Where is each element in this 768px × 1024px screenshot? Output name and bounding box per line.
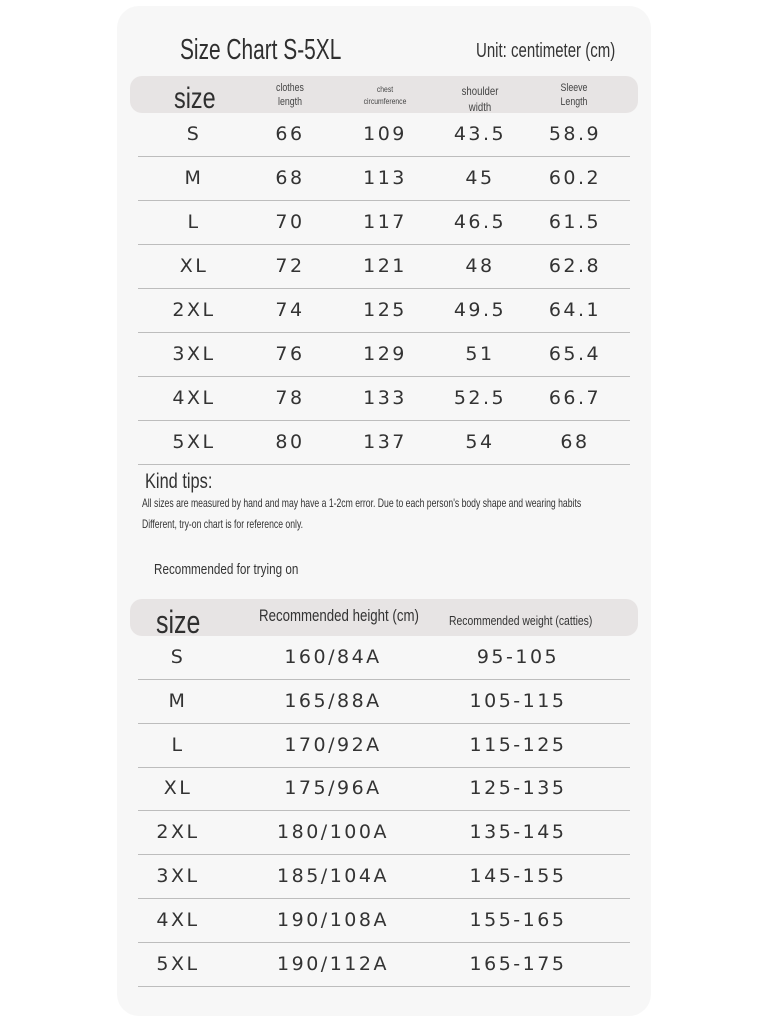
table-row bbox=[138, 854, 630, 899]
size-cell: 5XL bbox=[156, 952, 200, 975]
chest-cell: 121 bbox=[363, 255, 407, 277]
shoulder-cell: 49.5 bbox=[453, 299, 507, 321]
length-cell: 70 bbox=[275, 211, 305, 233]
size-cell: XL bbox=[179, 255, 209, 277]
size-cell: 2XL bbox=[172, 299, 216, 321]
table-row bbox=[138, 112, 630, 157]
length-cell: 78 bbox=[275, 387, 305, 409]
header-shoulder-width: shoulder width bbox=[461, 84, 499, 114]
size-cell: 4XL bbox=[172, 387, 216, 409]
size-cell: 3XL bbox=[156, 865, 200, 887]
table-row bbox=[138, 200, 630, 245]
size-cell: S bbox=[170, 646, 186, 668]
height-cell: 160/84A bbox=[284, 646, 382, 668]
weight-cell: 105-115 bbox=[469, 689, 567, 712]
table-row bbox=[138, 156, 630, 201]
length-cell: 72 bbox=[275, 255, 305, 277]
chest-cell: 133 bbox=[363, 387, 407, 409]
table-row bbox=[138, 723, 630, 768]
unit-label: Unit: centimeter (cm) bbox=[476, 40, 616, 62]
length-cell: 80 bbox=[275, 431, 305, 453]
weight-cell: 165-175 bbox=[469, 952, 567, 975]
table-row bbox=[138, 376, 630, 421]
shoulder-cell: 45 bbox=[465, 167, 495, 189]
table-row bbox=[138, 288, 630, 333]
shoulder-cell: 54 bbox=[465, 431, 495, 453]
size-cell: 4XL bbox=[156, 908, 200, 931]
tips-line-1: All sizes are measured by hand and may have a 1-2cm error. Due to each person's body shape and wearing habits bbox=[142, 496, 582, 510]
weight-cell: 135-145 bbox=[469, 821, 567, 844]
size-cell: XL bbox=[163, 777, 193, 800]
size-cell: M bbox=[184, 167, 204, 189]
recommend-header-height: Recommended height (cm) bbox=[259, 606, 419, 625]
table-row bbox=[138, 898, 630, 943]
table-row bbox=[138, 766, 630, 811]
sleeve-cell: 61.5 bbox=[548, 211, 602, 233]
size-cell: S bbox=[186, 123, 202, 145]
sleeve-cell: 64.1 bbox=[548, 299, 602, 321]
header-clothes-length: clothes length bbox=[276, 82, 304, 108]
sleeve-cell: 68 bbox=[560, 431, 590, 453]
height-cell: 185/104A bbox=[277, 865, 389, 887]
weight-cell: 125-135 bbox=[469, 777, 567, 800]
chart-title: Size Chart S-5XL bbox=[180, 34, 342, 66]
chest-cell: 125 bbox=[363, 299, 407, 321]
table-row bbox=[138, 420, 630, 465]
size-cell: 2XL bbox=[156, 821, 200, 844]
length-cell: 66 bbox=[275, 123, 305, 145]
size-cell: M bbox=[168, 689, 188, 712]
table-row bbox=[138, 679, 630, 724]
length-cell: 68 bbox=[275, 167, 305, 189]
weight-cell: 155-165 bbox=[469, 908, 567, 931]
recommend-header-weight: Recommended weight (catties) bbox=[449, 613, 593, 628]
size-cell: 5XL bbox=[172, 431, 216, 453]
shoulder-cell: 43.5 bbox=[453, 123, 507, 145]
header-chest-circumference: chest circumference bbox=[363, 85, 407, 106]
shoulder-cell: 51 bbox=[465, 343, 495, 365]
header-sleeve-length: Sleeve Length bbox=[560, 82, 588, 108]
recommend-heading: Recommended for trying on bbox=[154, 561, 299, 578]
height-cell: 165/88A bbox=[284, 689, 382, 712]
table-row bbox=[138, 244, 630, 289]
chest-cell: 109 bbox=[363, 123, 407, 145]
length-cell: 76 bbox=[275, 343, 305, 365]
sleeve-cell: 60.2 bbox=[548, 167, 602, 189]
chest-cell: 137 bbox=[363, 431, 407, 453]
table-row bbox=[138, 332, 630, 377]
sleeve-cell: 66.7 bbox=[548, 387, 602, 409]
sleeve-cell: 62.8 bbox=[548, 255, 602, 277]
weight-cell: 95-105 bbox=[476, 646, 560, 668]
shoulder-cell: 48 bbox=[465, 255, 495, 277]
height-cell: 190/112A bbox=[277, 952, 389, 975]
sleeve-cell: 58.9 bbox=[548, 123, 602, 145]
size-cell: L bbox=[187, 211, 201, 233]
weight-cell: 115-125 bbox=[469, 733, 567, 756]
weight-cell: 145-155 bbox=[469, 865, 567, 887]
header-size: size bbox=[174, 82, 216, 115]
recommend-header-size: size bbox=[156, 604, 201, 640]
length-cell: 74 bbox=[275, 299, 305, 321]
height-cell: 175/96A bbox=[284, 777, 382, 800]
sleeve-cell: 65.4 bbox=[548, 343, 602, 365]
table-row bbox=[138, 810, 630, 855]
tips-line-2: Different, try-on chart is for reference only. bbox=[142, 517, 304, 531]
table-row bbox=[138, 635, 630, 680]
size-cell: 3XL bbox=[172, 343, 216, 365]
shoulder-cell: 46.5 bbox=[453, 211, 507, 233]
height-cell: 180/100A bbox=[277, 821, 389, 844]
shoulder-cell: 52.5 bbox=[453, 387, 507, 409]
height-cell: 190/108A bbox=[277, 908, 389, 931]
chest-cell: 117 bbox=[363, 211, 407, 233]
size-cell: L bbox=[171, 733, 185, 756]
table-row bbox=[138, 942, 630, 987]
chest-cell: 129 bbox=[363, 343, 407, 365]
height-cell: 170/92A bbox=[284, 733, 382, 756]
chest-cell: 113 bbox=[363, 167, 407, 189]
tips-title: Kind tips: bbox=[145, 470, 213, 493]
